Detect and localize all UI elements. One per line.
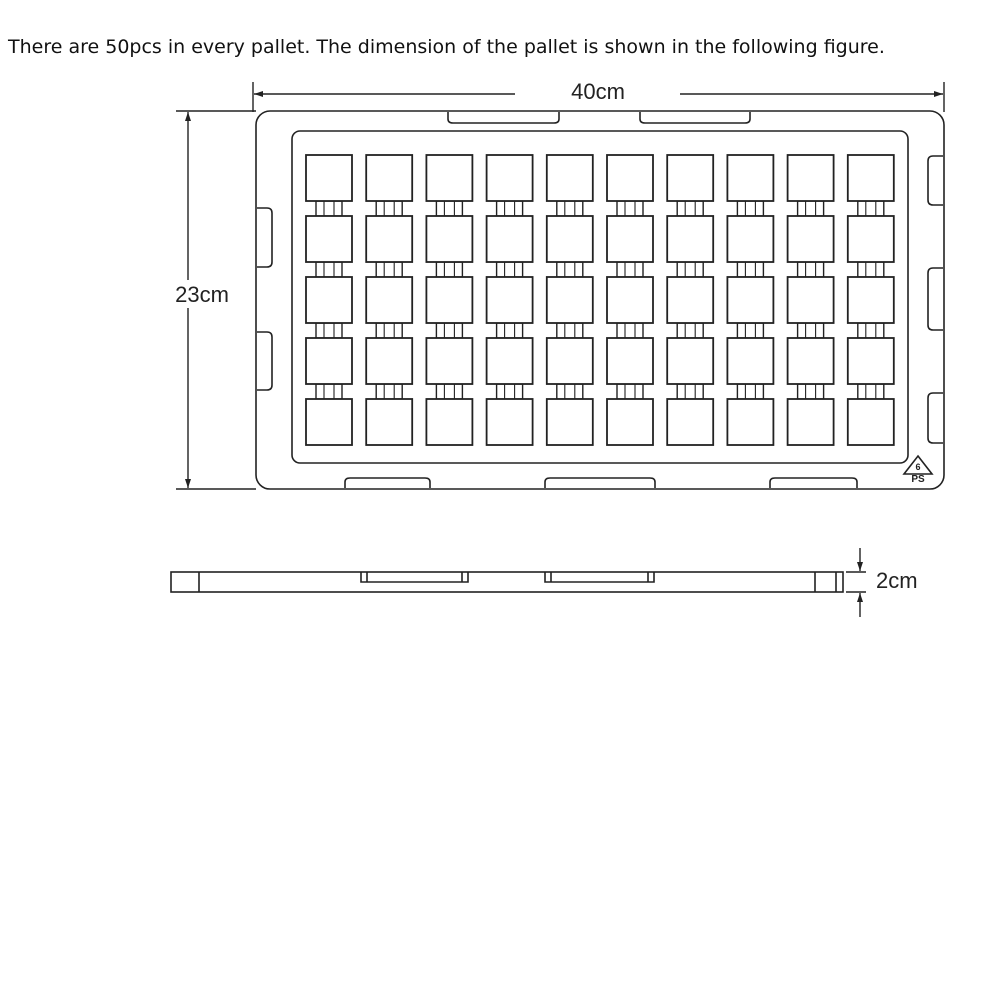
pocket-cell xyxy=(547,155,593,201)
pocket-connector xyxy=(316,201,342,216)
pocket-connector xyxy=(497,201,523,216)
pocket-connector xyxy=(737,323,763,338)
pocket-cell xyxy=(306,399,352,445)
pocket-cell xyxy=(426,216,472,262)
pocket-connector xyxy=(617,384,643,399)
pocket-cell xyxy=(366,399,412,445)
tray-notch-top-2 xyxy=(640,112,750,123)
pocket-cell xyxy=(607,399,653,445)
pocket-cell xyxy=(848,216,894,262)
pocket-connector xyxy=(557,201,583,216)
pocket-cell xyxy=(487,216,533,262)
side-view-slot-2 xyxy=(545,572,654,582)
pocket-connector xyxy=(436,262,462,277)
pocket-cell xyxy=(306,216,352,262)
pocket-cell xyxy=(366,155,412,201)
top-view xyxy=(256,111,944,489)
side-view xyxy=(171,572,843,592)
pocket-connector xyxy=(436,201,462,216)
pocket-connector xyxy=(798,262,824,277)
pocket-connector xyxy=(316,384,342,399)
pocket-connector xyxy=(617,262,643,277)
pocket-cell xyxy=(848,399,894,445)
pocket-connector xyxy=(497,262,523,277)
pocket-cell xyxy=(607,338,653,384)
pocket-cell xyxy=(788,216,834,262)
pocket-connector xyxy=(858,201,884,216)
pocket-cell xyxy=(547,399,593,445)
pocket-connector xyxy=(858,262,884,277)
tray-notch-top-1 xyxy=(448,112,559,123)
pocket-cell xyxy=(788,277,834,323)
pocket-cell xyxy=(547,338,593,384)
pocket-connector xyxy=(737,262,763,277)
pocket-connector xyxy=(737,201,763,216)
pocket-cell xyxy=(788,338,834,384)
pocket-cell xyxy=(727,155,773,201)
pocket-connector xyxy=(316,323,342,338)
height-label: 23cm xyxy=(175,282,229,307)
pocket-connector xyxy=(557,323,583,338)
pocket-cell xyxy=(306,155,352,201)
pocket-cell xyxy=(306,277,352,323)
pocket-cell xyxy=(426,399,472,445)
tray-notch-bottom-2 xyxy=(545,478,655,488)
pocket-connector xyxy=(557,384,583,399)
tray-notch-right-1 xyxy=(928,156,943,205)
side-view-slot-1 xyxy=(361,572,468,582)
tray-notch-left-1 xyxy=(257,208,272,267)
pocket-connector xyxy=(858,323,884,338)
pocket-cell xyxy=(727,338,773,384)
caption-text: There are 50pcs in every pallet. The dimension of the pallet is shown in the following figure. xyxy=(8,36,885,58)
pocket-cell xyxy=(547,216,593,262)
pocket-connector xyxy=(617,201,643,216)
pocket-connector xyxy=(376,262,402,277)
pocket-cell xyxy=(727,216,773,262)
tray-notch-bottom-3 xyxy=(770,478,857,488)
pocket-cell xyxy=(607,277,653,323)
pocket-connector xyxy=(497,384,523,399)
pocket-connector xyxy=(798,201,824,216)
pocket-cell xyxy=(727,399,773,445)
pocket-cell xyxy=(306,338,352,384)
thickness-label: 2cm xyxy=(876,568,918,593)
pocket-cell xyxy=(667,338,713,384)
pocket-connector xyxy=(858,384,884,399)
pocket-connector xyxy=(376,384,402,399)
pocket-connector xyxy=(557,262,583,277)
pocket-connector xyxy=(316,262,342,277)
pocket-cell xyxy=(547,277,593,323)
pocket-cell xyxy=(487,399,533,445)
pocket-connector xyxy=(617,323,643,338)
pocket-cell xyxy=(848,277,894,323)
pocket-cell xyxy=(487,338,533,384)
pocket-cell xyxy=(366,277,412,323)
pocket-connector xyxy=(798,384,824,399)
pocket-cell xyxy=(366,338,412,384)
pocket-cell xyxy=(667,216,713,262)
pocket-cell xyxy=(667,277,713,323)
recycling-mark xyxy=(904,456,932,485)
tray-outer-frame xyxy=(256,111,944,489)
tray-notch-bottom-1 xyxy=(345,478,430,488)
pocket-connector xyxy=(436,323,462,338)
tray-notch-left-2 xyxy=(257,332,272,390)
pocket-connector xyxy=(677,262,703,277)
width-label: 40cm xyxy=(571,79,625,104)
pocket-connector xyxy=(436,384,462,399)
pocket-connector xyxy=(376,323,402,338)
pocket-grid xyxy=(306,155,894,445)
pocket-cell xyxy=(607,216,653,262)
pocket-cell xyxy=(848,338,894,384)
pocket-cell xyxy=(667,399,713,445)
side-view-outline xyxy=(171,572,843,592)
pocket-connector xyxy=(677,323,703,338)
pocket-cell xyxy=(426,277,472,323)
pocket-connector xyxy=(376,201,402,216)
pocket-connector xyxy=(677,384,703,399)
pocket-cell xyxy=(487,155,533,201)
pocket-connector xyxy=(798,323,824,338)
tray-notch-right-2 xyxy=(928,268,943,330)
pocket-cell xyxy=(426,338,472,384)
pocket-cell xyxy=(667,155,713,201)
thickness-dimension xyxy=(846,548,866,617)
pocket-cell xyxy=(607,155,653,201)
pocket-cell xyxy=(426,155,472,201)
pocket-connector xyxy=(737,384,763,399)
tray-notch-right-3 xyxy=(928,393,943,443)
pocket-cell xyxy=(788,399,834,445)
pocket-cell xyxy=(788,155,834,201)
pocket-cell xyxy=(487,277,533,323)
pocket-connector xyxy=(497,323,523,338)
pocket-cell xyxy=(848,155,894,201)
pocket-connector xyxy=(677,201,703,216)
recycling-material: PS xyxy=(911,474,925,485)
recycling-code: 6 xyxy=(915,462,921,472)
pocket-cell xyxy=(366,216,412,262)
pocket-cell xyxy=(727,277,773,323)
